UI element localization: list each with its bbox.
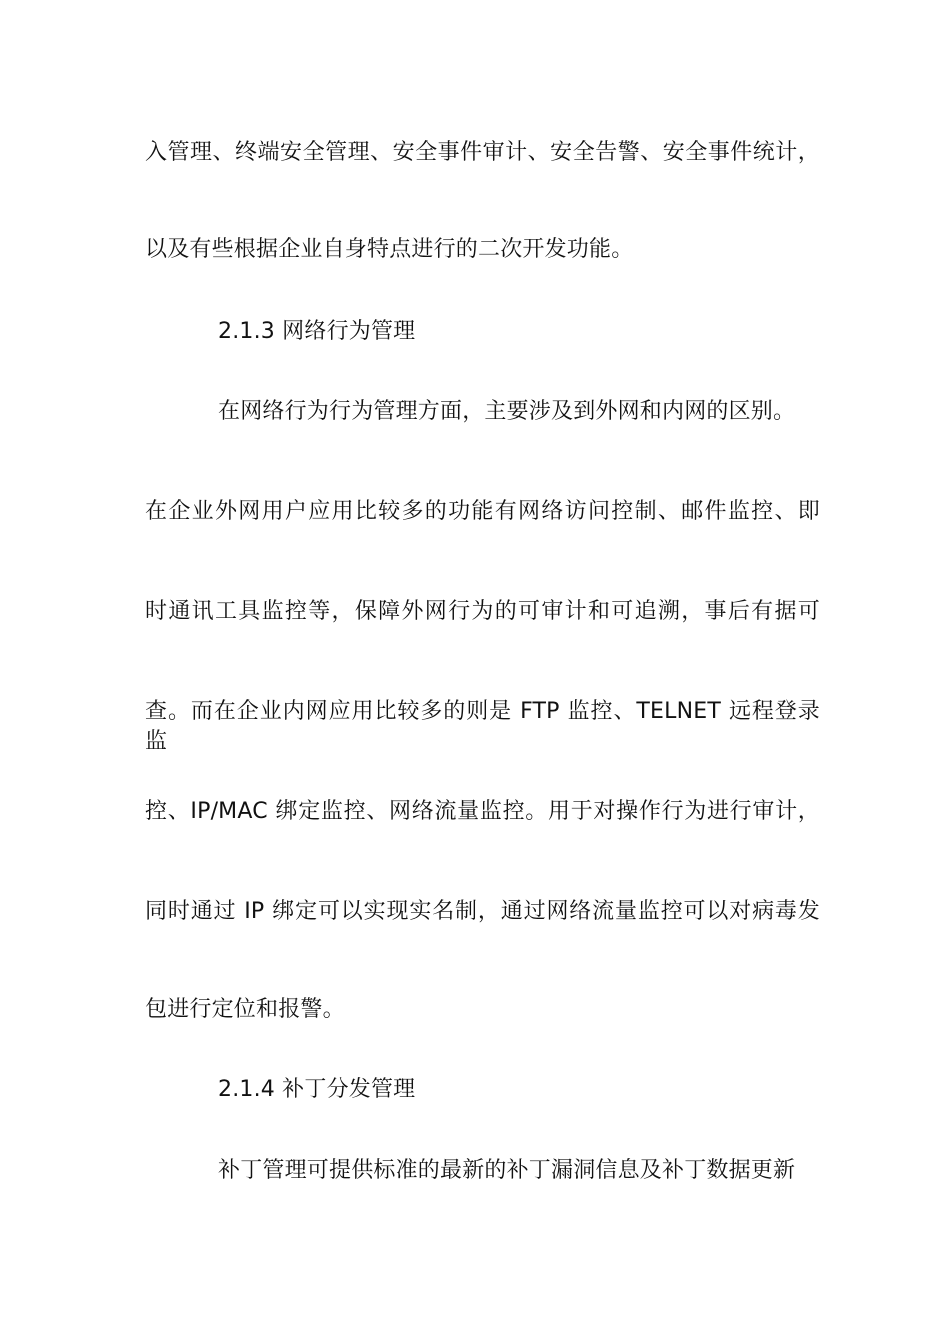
paragraph-line: 同时通过 IP 绑定可以实现实名制，通过网络流量监控可以对病毒发 <box>145 899 820 924</box>
paragraph-line: 时通讯工具监控等，保障外网行为的可审计和可追溯，事后有据可 <box>145 599 820 624</box>
paragraph-line: 在企业外网用户应用比较多的功能有网络访问控制、邮件监控、即 <box>145 499 820 524</box>
paragraph-line: 在网络行为行为管理方面，主要涉及到外网和内网的区别。 <box>218 399 796 424</box>
section-heading-2-1-3: 2.1.3 网络行为管理 <box>218 319 416 344</box>
paragraph-line: 控、IP/MAC 绑定监控、网络流量监控。用于对操作行为进行审计， <box>145 799 820 824</box>
paragraph-line: 补丁管理可提供标准的最新的补丁漏洞信息及补丁数据更新 <box>218 1158 796 1183</box>
paragraph-line: 以及有些根据企业自身特点进行的二次开发功能。 <box>145 237 634 262</box>
paragraph-line: 入管理、终端安全管理、安全事件审计、安全告警、安全事件统计， <box>145 140 820 165</box>
section-heading-2-1-4: 2.1.4 补丁分发管理 <box>218 1077 416 1102</box>
paragraph-line: 查。而在企业内网应用比较多的则是 FTP 监控、TELNET 远程登录监 <box>145 699 820 754</box>
paragraph-line: 包进行定位和报警。 <box>145 997 345 1022</box>
